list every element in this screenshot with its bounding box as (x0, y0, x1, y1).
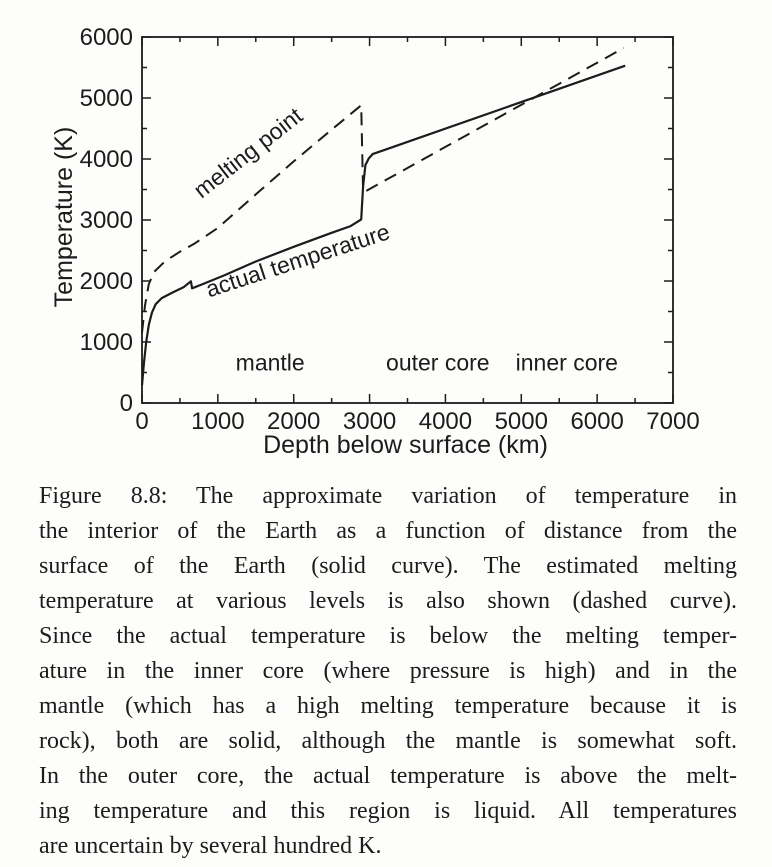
caption-line: the interior of the Earth as a function of distance from the (39, 518, 737, 544)
x-tick-label: 3000 (342, 408, 397, 435)
figure-caption (39, 479, 737, 864)
caption-line: surface of the Earth (solid curve). The estimated melting (39, 553, 737, 579)
caption-line: ing temperature and this region is liquid. All temperatures (39, 798, 737, 824)
melting-point-label: melting point (188, 102, 308, 204)
actual-temperature-label: actual temperature (202, 218, 393, 303)
caption-line: mantle (which has a high melting temperature because it is (39, 693, 737, 719)
x-tick-label: 4000 (418, 408, 473, 435)
y-tick-label: 2000 (79, 268, 133, 295)
caption-line: Since the actual temperature is below the melting temper- (39, 623, 737, 649)
y-tick-label: 4000 (79, 146, 133, 173)
axis-ticks (142, 37, 673, 403)
x-tick-label: 7000 (646, 408, 700, 435)
caption-line: rock), both are solid, although the mantle is somewhat soft. (39, 728, 737, 754)
y-tick-label: 1000 (79, 329, 133, 356)
caption-line: Figure 8.8: The approximate variation of temperature in (39, 483, 737, 509)
y-tick-label: 6000 (79, 24, 133, 51)
x-axis-title: Depth below surface (km) (263, 431, 548, 459)
y-axis-title: Temperature (K) (50, 126, 78, 308)
x-tick-label: 6000 (570, 408, 624, 435)
y-tick-label: 5000 (79, 85, 133, 112)
x-tick-label: 0 (135, 408, 149, 435)
y-tick-label: 3000 (79, 207, 133, 234)
region-label-mantle: mantle (235, 349, 305, 376)
x-tick-label: 2000 (267, 408, 321, 435)
caption-line: are uncertain by several hundred K. (39, 833, 382, 859)
region-label-inner-core: inner core (515, 349, 618, 376)
plot-frame (142, 37, 673, 403)
caption-line: In the outer core, the actual temperature is above the melt- (39, 763, 737, 789)
x-tick-label: 1000 (191, 408, 245, 435)
caption-line: temperature at various levels is also shown (dashed curve). (39, 588, 737, 614)
y-tick-label: 0 (119, 390, 133, 417)
region-label-outer-core: outer core (386, 349, 490, 376)
caption-line: ature in the inner core (where pressure is high) and in the (39, 658, 737, 684)
x-tick-label: 5000 (494, 408, 548, 435)
